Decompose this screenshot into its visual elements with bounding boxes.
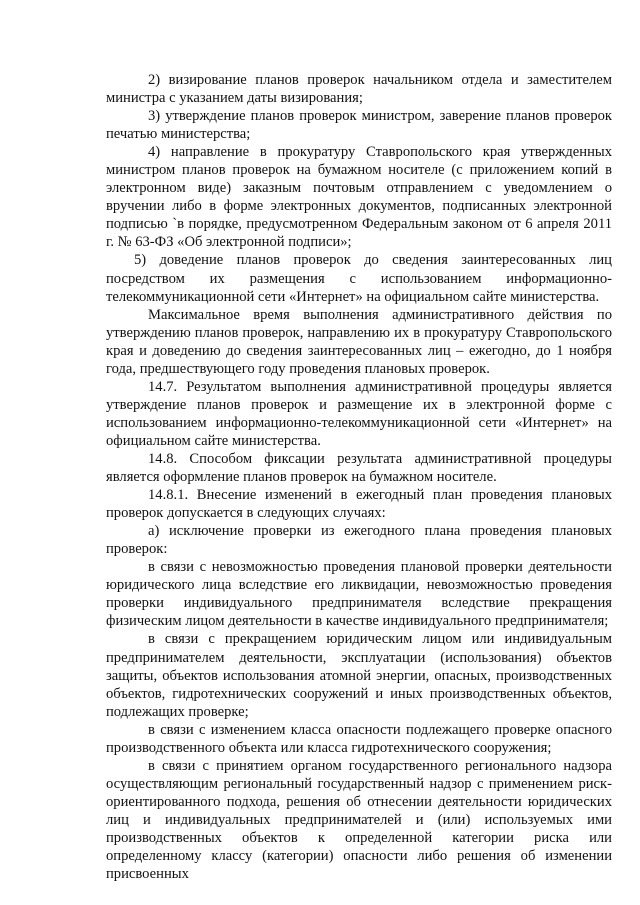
paragraph-item-3-minister-approval: 3) утверждение планов проверок министром, заверение планов проверок печатью министерства; (106, 108, 612, 143)
paragraph-item-4-send-to-prosecutor: 4) направление в прокуратуру Ставропольского края утвержденных министром планов проверок на бумажном носителе (с приложением копий в электронном виде) заказным почтовым отправлением с уведомлением о вручении либо в форме электронных документов, подписанных электронной подписью `в порядке, предусмотренном Федеральным законом от 6 апреля 2011 г. № 63-ФЗ «Об электронной подписи»; (106, 144, 612, 251)
paragraph-termination-case: в связи с прекращением юридическим лицом или индивидуальным предпринимателем деятельности, эксплуатации (использования) объектов защиты, объектов использования атомной энергии, опасных, производственных объектов, гидротехнических сооружений и иных производственных объектов, подлежащих проверке; (106, 631, 612, 720)
paragraph-liquidation-case: в связи с невозможностью проведения плановой проверки деятельности юридического лица вследствие его ликвидации, невозможностью проведения проверки индивидуального предпринимателя вследствие прекращения физическим лицом деятельности в качестве индивидуального предпринимателя; (106, 559, 612, 630)
document-page (106, 71, 612, 883)
paragraph-item-a-exclusion: а) исключение проверки из ежегодного плана проведения плановых проверок: (106, 523, 612, 558)
paragraph-risk-category-case: в связи с принятием органом государственного регионального надзора осуществляющим региональный государственный надзор с применением риск-ориентированного подхода, решения об отнесении деятельности юридических лиц и индивидуальных предпринимателей и (или) используемых ими производственных объектов к определенной категории риска или определенному классу (категории) опасности либо решения об изменении присвоенных (106, 757, 612, 883)
paragraph-14-8: 14.8. Способом фиксации результата административной процедуры является оформление планов проверок на бумажном носителе. (106, 450, 612, 486)
paragraph-14-8-1: 14.8.1. Внесение изменений в ежегодный план проведения плановых проверок допускается в следующих случаях: (106, 487, 612, 522)
paragraph-hazard-class-case: в связи с изменением класса опасности подлежащего проверке опасного производственного объекта или класса гидротехнического сооружения; (106, 721, 612, 756)
paragraph-14-7: 14.7. Результатом выполнения административной процедуры является утверждение планов проверок и размещение их в электронной форме с использованием информационно-телекоммуникационной сети «Интернет» на официальном сайте министерства. (106, 378, 612, 449)
paragraph-item-5-publication: 5) доведение планов проверок до сведения заинтересованных лиц посредством их размещения с использованием информационно-телекоммуникационной сети «Интернет» на официальном сайте министерства. (106, 252, 612, 305)
paragraph-max-time: Максимальное время выполнения административного действия по утверждению планов проверок, направлению их в прокуратуру Ставропольского края и доведению до сведения заинтересованных лиц – ежегодно, до 1 ноября года, предшествующего году проведения плановых проверок. (106, 306, 612, 377)
paragraph-item-2-approval-visa: 2) визирование планов проверок начальником отдела и заместителем министра с указанием даты визирования; (106, 72, 612, 107)
